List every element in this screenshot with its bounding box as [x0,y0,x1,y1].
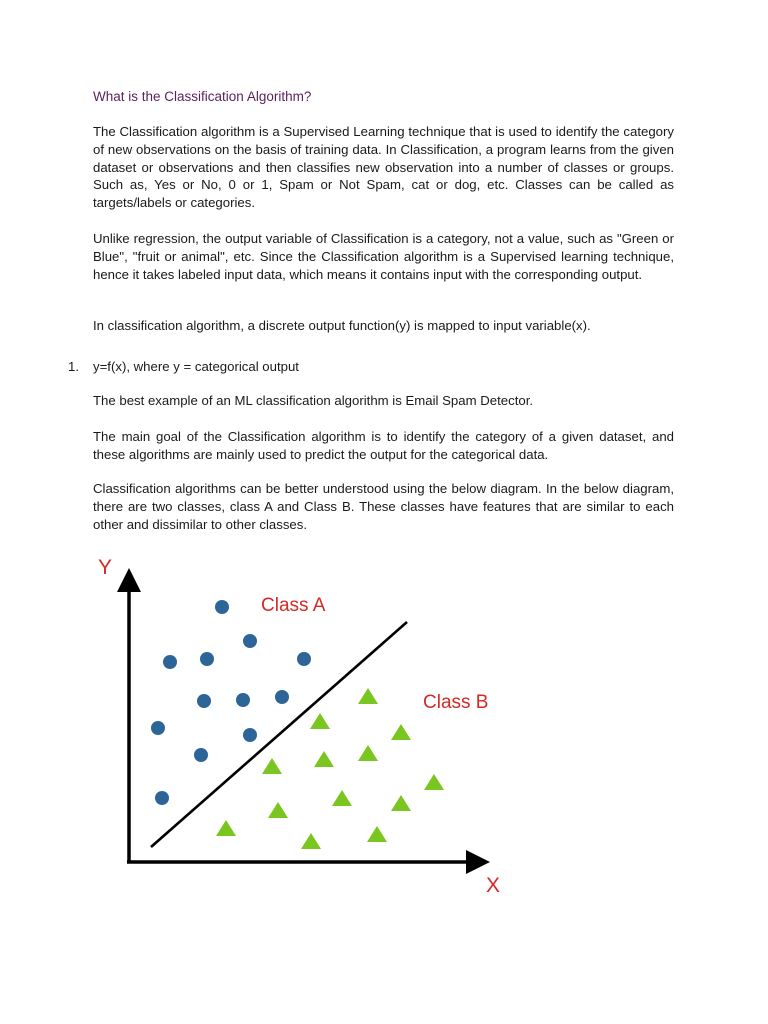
class-a-point [163,655,177,669]
class-a-label: Class A [261,595,326,616]
class-b-point [262,758,282,774]
class-b-point [391,795,411,811]
class-b-point [358,688,378,704]
class-b-point [310,713,330,729]
y-axis-arrow-icon [117,568,141,592]
class-b-label: Class B [423,692,489,713]
list-item-text: y=f(x), where y = categorical output [93,359,299,374]
section-heading: What is the Classification Algorithm? [93,89,312,104]
class-b-point [216,820,236,836]
class-a-point [151,721,165,735]
paragraph-example: The best example of an ML classification algorithm is Email Spam Detector. [93,393,534,408]
class-a-point [194,748,208,762]
x-axis-label: X [486,874,501,897]
class-a-point [243,728,257,742]
y-axis-label: Y [98,556,113,579]
class-b-points [216,688,444,849]
class-b-point [391,724,411,740]
class-b-point [424,774,444,790]
class-b-point [367,826,387,842]
class-a-point [197,694,211,708]
paragraph-mapping: In classification algorithm, a discrete output function(y) is mapped to input variable(x). [93,318,591,333]
class-a-point [215,600,229,614]
class-a-point [236,693,250,707]
class-b-point [301,833,321,849]
class-a-point [297,652,311,666]
class-b-point [358,745,378,761]
paragraph-unlike-regression: Unlike regression, the output variable of Classification is a category, not a value, such as "Green or Blue", "fruit or animal", etc. Since the Classification algorithm is a Supervised learning technique, hence it takes labeled input data, which means it contains input with the corresponding output. [93,231,674,282]
class-a-point [155,791,169,805]
numbered-list-item [68,358,299,376]
class-a-point [275,690,289,704]
class-b-point [314,751,334,767]
class-a-points [151,600,311,805]
class-a-point [200,652,214,666]
paragraph-diagram-intro: Classification algorithms can be better understood using the below diagram. In the below diagram, there are two classes, class A and Class B. These classes have features that are similar to each other and dissimilar to other classes. [93,481,674,532]
list-number: 1. [68,359,79,374]
classification-diagram [0,540,768,910]
class-b-point [268,802,288,818]
class-a-point [243,634,257,648]
paragraph-main-goal: The main goal of the Classification algorithm is to identify the category of a given dataset, and these algorithms are mainly used to predict the output for the categorical data. [93,429,674,462]
x-axis-arrow-icon [466,850,490,874]
paragraph-definition: The Classification algorithm is a Supervised Learning technique that is used to identify the category of new observations on the basis of training data. In Classification, a program learns from the given dataset or observations and then classifies new observation into a number of classes or groups. Such as, Yes or No, 0 or 1, Spam or Not Spam, cat or dog, etc. Classes can be called as targets/labels or categories. [93,124,674,211]
class-b-point [332,790,352,806]
